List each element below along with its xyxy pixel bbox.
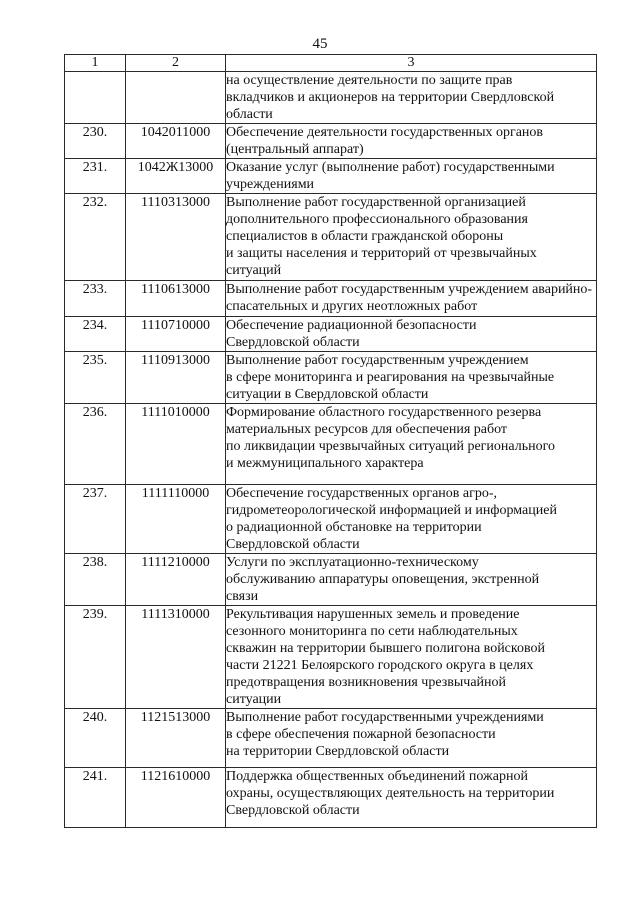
description-line: и защиты населения и территорий от чрезвычайных — [226, 246, 537, 261]
description-line: в сфере обеспечения пожарной безопасности — [226, 727, 496, 742]
row-code: 1111010000 — [126, 404, 226, 485]
table-row — [65, 709, 597, 768]
row-description — [226, 768, 597, 828]
description-line: ситуации — [226, 692, 282, 707]
row-code: 1110313000 — [126, 194, 226, 281]
table-row — [65, 768, 597, 828]
table-row — [65, 606, 597, 709]
table-row — [65, 404, 597, 485]
row-code: 1110710000 — [126, 317, 226, 352]
row-number: 233. — [65, 281, 126, 317]
row-description — [226, 72, 597, 124]
description-line: учреждениями — [226, 177, 315, 192]
table-row — [65, 554, 597, 606]
description-line: скважин на территории бывшего полигона войсковой — [226, 641, 545, 656]
description-line: Выполнение работ государственным учреждением аварийно- — [226, 282, 593, 297]
row-code: 1110613000 — [126, 281, 226, 317]
row-code: 1121513000 — [126, 709, 226, 768]
row-number: 238. — [65, 554, 126, 606]
row-number: 231. — [65, 159, 126, 194]
row-code: 1042Ж13000 — [126, 159, 226, 194]
row-description — [226, 124, 597, 159]
description-line: Услуги по эксплуатационно-техническому — [226, 555, 479, 570]
description-line: и межмуниципального характера — [226, 456, 424, 471]
description-line: Выполнение работ государственным учреждением — [226, 353, 529, 368]
row-description — [226, 709, 597, 768]
description-line: Формирование областного государственного резерва — [226, 405, 542, 420]
description-line: (центральный аппарат) — [226, 142, 364, 157]
row-code: 1042011000 — [126, 124, 226, 159]
description-line: Обеспечение деятельности государственных органов — [226, 125, 544, 140]
description-line: спасательных и других неотложных работ — [226, 299, 478, 314]
row-number: 234. — [65, 317, 126, 352]
header-row — [65, 55, 597, 72]
description-line: связи — [226, 589, 259, 604]
column-header-3: 3 — [226, 55, 597, 72]
row-number: 232. — [65, 194, 126, 281]
budget-table — [64, 54, 597, 828]
row-number: 239. — [65, 606, 126, 709]
description-line: Рекультивация нарушенных земель и проведение — [226, 607, 520, 622]
column-header-1: 1 — [65, 55, 126, 72]
table-row — [65, 159, 597, 194]
page-number: 45 — [312, 36, 328, 52]
row-description — [226, 554, 597, 606]
description-line: по ликвидации чрезвычайных ситуаций регионального — [226, 439, 555, 454]
description-line: Обеспечение радиационной безопасности — [226, 318, 477, 333]
row-description — [226, 194, 597, 281]
row-number: 241. — [65, 768, 126, 828]
description-line: на осуществление деятельности по защите прав — [226, 73, 513, 88]
description-line: Свердловской области — [226, 537, 360, 552]
row-code: 1111110000 — [126, 485, 226, 554]
row-description — [226, 404, 597, 485]
description-line: Свердловской области — [226, 803, 360, 818]
row-number: 237. — [65, 485, 126, 554]
description-line: Обеспечение государственных органов агро-, — [226, 486, 498, 501]
table-row — [65, 317, 597, 352]
row-code: 1111210000 — [126, 554, 226, 606]
row-number: 240. — [65, 709, 126, 768]
description-line: части 21221 Белоярского городского округа в целях — [226, 658, 534, 673]
table-row — [65, 281, 597, 317]
description-line: на территории Свердловской области — [226, 744, 450, 759]
description-line: вкладчиков и акционеров на территории Свердловской — [226, 90, 555, 105]
description-line: ситуации в Свердловской области — [226, 387, 429, 402]
table-row — [65, 485, 597, 554]
description-line: гидрометеорологической информацией и информацией — [226, 503, 557, 518]
description-line: в сфере мониторинга и реагирования на чрезвычайные — [226, 370, 555, 385]
row-description — [226, 281, 597, 317]
description-line: сезонного мониторинга по сети наблюдательных — [226, 624, 518, 639]
row-description — [226, 606, 597, 709]
row-number — [65, 72, 126, 124]
row-number: 235. — [65, 352, 126, 404]
table-row — [65, 124, 597, 159]
column-header-2: 2 — [126, 55, 226, 72]
row-code: 1111310000 — [126, 606, 226, 709]
table-row — [65, 352, 597, 404]
table-body — [65, 72, 597, 828]
description-line: предотвращения возникновения чрезвычайной — [226, 675, 507, 690]
description-line: области — [226, 107, 273, 122]
description-line: Оказание услуг (выполнение работ) государственными — [226, 160, 555, 175]
description-line: специалистов в области гражданской обороны — [226, 229, 504, 244]
description-line: материальных ресурсов для обеспечения работ — [226, 422, 508, 437]
row-description — [226, 159, 597, 194]
row-description — [226, 352, 597, 404]
description-line: Выполнение работ государственной организацией — [226, 195, 526, 210]
row-number: 236. — [65, 404, 126, 485]
description-line: Поддержка общественных объединений пожарной — [226, 769, 528, 784]
row-description — [226, 317, 597, 352]
description-line: ситуаций — [226, 263, 282, 278]
description-line: Выполнение работ государственными учреждениями — [226, 710, 544, 725]
description-line: охраны, осуществляющих деятельность на территории — [226, 786, 555, 801]
row-description — [226, 485, 597, 554]
description-line: Свердловской области — [226, 335, 360, 350]
row-code — [126, 72, 226, 124]
description-line: обслуживанию аппаратуры оповещения, экстренной — [226, 572, 540, 587]
row-number: 230. — [65, 124, 126, 159]
table-row — [65, 194, 597, 281]
description-line: дополнительного профессионального образования — [226, 212, 528, 227]
row-code: 1121610000 — [126, 768, 226, 828]
description-line: о радиационной обстановке на территории — [226, 520, 482, 535]
row-code: 1110913000 — [126, 352, 226, 404]
table-row — [65, 72, 597, 124]
table-header — [65, 55, 597, 72]
